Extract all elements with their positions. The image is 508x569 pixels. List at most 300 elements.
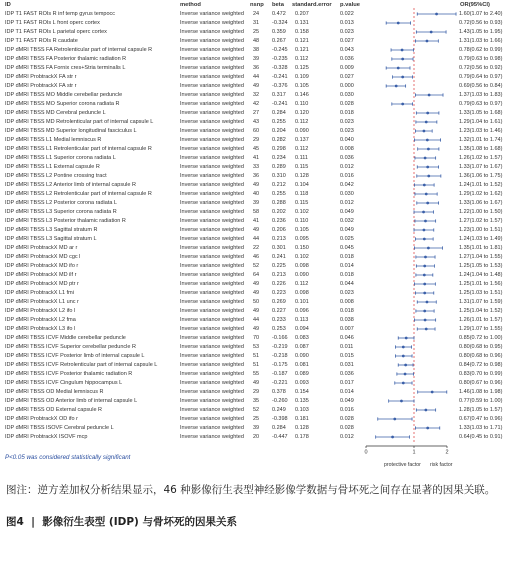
- point-estimate: [426, 166, 429, 169]
- row-or: 1.29(1.04 to 1.61): [459, 119, 503, 125]
- row-nsnp: 41: [253, 218, 260, 224]
- row-id: IDP dMRI TBSS FA Retrolenticular part of internal capsule R: [5, 47, 153, 53]
- row-or: 0.80(0.68 to 0.96): [459, 353, 503, 359]
- row-or: 1.46(1.08 to 1.98): [459, 389, 503, 395]
- row-or: 1.24(1.03 to 1.49): [459, 236, 503, 242]
- row-method: Inverse variance weighted: [180, 128, 244, 134]
- row-method: Inverse variance weighted: [180, 38, 244, 44]
- row-nsnp: 58: [253, 209, 260, 215]
- point-estimate: [425, 328, 428, 331]
- row-p: 0.027: [340, 74, 354, 80]
- row-beta: -0.398: [272, 416, 288, 422]
- row-p: 0.014: [340, 389, 354, 395]
- row-method: Inverse variance weighted: [180, 155, 244, 161]
- row-beta: 0.249: [272, 407, 286, 413]
- row-id: IDP dMRI TBSS L2 Retrolenticular part of internal capsule R: [5, 191, 152, 197]
- row-nsnp: 44: [253, 236, 260, 242]
- row-p: 0.028: [340, 416, 354, 422]
- row-or: 0.72(0.56 to 0.92): [459, 65, 503, 71]
- row-nsnp: 43: [253, 119, 260, 125]
- row-or: 1.37(1.03 to 1.83): [459, 92, 503, 98]
- row-beta: -0.241: [272, 101, 288, 107]
- row-id: IDP dMRI TBSS OD External capsule R: [5, 407, 102, 413]
- row-se: 0.115: [295, 200, 309, 206]
- row-se: 0.137: [295, 137, 309, 143]
- row-nsnp: 22: [253, 245, 260, 251]
- row-nsnp: 36: [253, 173, 260, 179]
- row-se: 0.102: [295, 254, 309, 260]
- row-beta: 0.234: [272, 155, 286, 161]
- row-id: IDP dMRI TBSS OD Anterior limb of internal capsule L: [5, 398, 138, 404]
- row-nsnp: 29: [253, 137, 260, 143]
- row-se: 0.089: [295, 371, 309, 377]
- row-p: 0.046: [340, 335, 354, 341]
- row-beta: 0.206: [272, 227, 286, 233]
- row-se: 0.112: [295, 56, 309, 62]
- row-p: 0.036: [340, 56, 354, 62]
- row-p: 0.013: [340, 20, 354, 26]
- point-estimate: [397, 67, 400, 70]
- row-id: IDP dMRI TBSS MD Superior longitudinal fasciculus L: [5, 128, 137, 134]
- row-nsnp: 49: [253, 308, 260, 314]
- row-method: Inverse variance weighted: [180, 236, 244, 242]
- row-p: 0.022: [340, 11, 354, 17]
- row-id: IDP dMRI TBSS L2 Anterior limb of internal capsule R: [5, 182, 136, 188]
- point-estimate: [404, 373, 407, 376]
- row-p: 0.014: [340, 263, 354, 269]
- row-nsnp: 33: [253, 164, 260, 170]
- row-nsnp: 45: [253, 146, 260, 152]
- row-p: 0.018: [340, 254, 354, 260]
- col-header-p: p.value: [340, 2, 360, 8]
- point-estimate: [427, 247, 430, 250]
- row-p: 0.016: [340, 407, 354, 413]
- point-estimate: [426, 202, 429, 205]
- row-beta: 0.282: [272, 137, 286, 143]
- row-id: IDP dMRI TBSS MD Cerebral peduncle L: [5, 110, 106, 116]
- row-beta: 0.212: [272, 182, 286, 188]
- row-nsnp: 46: [253, 254, 260, 260]
- row-p: 0.023: [340, 290, 354, 296]
- row-nsnp: 49: [253, 182, 260, 188]
- row-or: 1.22(1.00 to 1.50): [459, 209, 503, 215]
- row-se: 0.112: [295, 146, 309, 152]
- row-se: 0.207: [295, 11, 309, 17]
- row-id: IDP dMRI ProbtrackX OD ifo r: [5, 416, 78, 422]
- point-estimate: [435, 13, 438, 16]
- row-p: 0.049: [340, 398, 354, 404]
- row-beta: 0.359: [272, 29, 286, 35]
- row-nsnp: 44: [253, 317, 260, 323]
- row-nsnp: 38: [253, 47, 260, 53]
- row-method: Inverse variance weighted: [180, 326, 244, 332]
- row-or: 1.33(1.05 to 1.68): [459, 110, 503, 116]
- row-method: Inverse variance weighted: [180, 20, 244, 26]
- row-nsnp: 24: [253, 11, 260, 17]
- row-beta: -0.245: [272, 47, 288, 53]
- protective-factor-label: protective factor: [384, 462, 421, 468]
- row-or: 1.29(1.02 to 1.62): [459, 191, 503, 197]
- row-p: 0.017: [340, 380, 354, 386]
- row-or: 1.31(1.07 to 1.59): [459, 299, 503, 305]
- row-p: 0.008: [340, 146, 354, 152]
- row-nsnp: 41: [253, 155, 260, 161]
- point-estimate: [427, 175, 430, 178]
- row-beta: -0.187: [272, 371, 288, 377]
- x-tick-label: 0: [364, 449, 368, 456]
- row-or: 0.64(0.45 to 0.91): [459, 434, 503, 440]
- row-id: IDP dMRI TBSS L1 Medial lemniscus R: [5, 137, 102, 143]
- point-estimate: [422, 211, 425, 214]
- row-se: 0.096: [295, 308, 309, 314]
- row-se: 0.158: [295, 29, 309, 35]
- row-p: 0.000: [340, 83, 354, 89]
- row-method: Inverse variance weighted: [180, 29, 244, 35]
- col-header-se: standard.error: [292, 2, 332, 8]
- row-beta: 0.284: [272, 425, 286, 431]
- row-id: IDP dMRI TBSS FA Posterior thalamic radiation R: [5, 56, 127, 62]
- row-or: 1.27(1.02 to 1.57): [459, 218, 503, 224]
- row-method: Inverse variance weighted: [180, 191, 244, 197]
- point-estimate: [424, 220, 427, 223]
- row-beta: 0.288: [272, 200, 286, 206]
- row-method: Inverse variance weighted: [180, 335, 244, 341]
- row-or: 1.33(1.06 to 1.67): [459, 200, 503, 206]
- row-nsnp: 42: [253, 101, 260, 107]
- row-method: Inverse variance weighted: [180, 434, 244, 440]
- row-nsnp: 25: [253, 29, 260, 35]
- row-beta: 0.227: [272, 308, 286, 314]
- point-estimate: [395, 85, 398, 88]
- row-or: 1.31(1.03 to 1.66): [459, 38, 503, 44]
- row-nsnp: 40: [253, 191, 260, 197]
- row-nsnp: 52: [253, 407, 260, 413]
- row-p: 0.012: [340, 200, 354, 206]
- row-method: Inverse variance weighted: [180, 245, 244, 251]
- row-id: IDP T1 FAST ROIs L parietal operc cortex: [5, 29, 107, 35]
- row-p: 0.011: [340, 344, 354, 350]
- point-estimate: [424, 409, 427, 412]
- row-or: 1.25(1.03 to 1.51): [459, 290, 503, 296]
- row-id: IDP dMRI TBSS ICVF Middle cerebellar peduncle: [5, 335, 126, 341]
- row-beta: 0.213: [272, 272, 286, 278]
- row-nsnp: 20: [253, 434, 260, 440]
- row-method: Inverse variance weighted: [180, 182, 244, 188]
- row-nsnp: 39: [253, 425, 260, 431]
- point-estimate: [428, 94, 431, 97]
- row-p: 0.036: [340, 155, 354, 161]
- row-id: IDP dMRI TBSS L2 Pontine crossing tract: [5, 173, 107, 179]
- point-estimate: [397, 22, 400, 25]
- row-beta: 0.226: [272, 281, 286, 287]
- point-estimate: [425, 121, 428, 124]
- row-id: IDP T1 FAST ROIs R inf temp gyrus tempocc: [5, 11, 116, 17]
- row-p: 0.030: [340, 92, 354, 98]
- row-or: 0.83(0.70 to 0.99): [459, 371, 503, 377]
- row-id: IDP dMRI TBSS L1 External capsule R: [5, 164, 100, 170]
- row-id: IDP dMRI ProbtrackX MD ar r: [5, 245, 78, 251]
- row-or: 0.79(0.63 to 0.97): [459, 101, 503, 107]
- row-method: Inverse variance weighted: [180, 398, 244, 404]
- row-method: Inverse variance weighted: [180, 389, 244, 395]
- row-id: IDP dMRI TBSS FA Fornix cres+Stria terminalis L: [5, 65, 126, 71]
- row-beta: 0.213: [272, 236, 286, 242]
- row-p: 0.012: [340, 434, 354, 440]
- row-id: IDP dMRI ProbtrackX MD ptr r: [5, 281, 79, 287]
- row-method: Inverse variance weighted: [180, 353, 244, 359]
- row-se: 0.113: [295, 317, 309, 323]
- row-id: IDP dMRI TBSS ICVF Superior cerebellar peduncle R: [5, 344, 136, 350]
- col-header-or: OR(95%CI): [460, 2, 490, 8]
- row-method: Inverse variance weighted: [180, 344, 244, 350]
- row-nsnp: 49: [253, 380, 260, 386]
- row-method: Inverse variance weighted: [180, 200, 244, 206]
- row-id: IDP dMRI TBSS L1 Superior corona radiata L: [5, 155, 116, 161]
- row-se: 0.081: [295, 362, 309, 368]
- row-se: 0.098: [295, 263, 309, 269]
- point-estimate: [391, 436, 394, 439]
- row-id: IDP dMRI ProbtrackX MD ilf r: [5, 272, 77, 278]
- point-estimate: [423, 184, 426, 187]
- row-nsnp: 51: [253, 353, 260, 359]
- row-beta: 0.298: [272, 146, 286, 152]
- row-method: Inverse variance weighted: [180, 110, 244, 116]
- row-method: Inverse variance weighted: [180, 146, 244, 152]
- point-estimate: [401, 58, 404, 61]
- point-estimate: [404, 364, 407, 367]
- row-se: 0.120: [295, 110, 309, 116]
- row-se: 0.098: [295, 290, 309, 296]
- row-nsnp: 49: [253, 281, 260, 287]
- row-se: 0.087: [295, 344, 309, 350]
- row-method: Inverse variance weighted: [180, 83, 244, 89]
- row-nsnp: 44: [253, 74, 260, 80]
- row-p: 0.045: [340, 245, 354, 251]
- row-id: IDP dMRI TBSS L3 Posterior thalamic radiation R: [5, 218, 126, 224]
- row-or: 1.25(1.05 to 1.53): [459, 263, 503, 269]
- row-p: 0.016: [340, 173, 354, 179]
- point-estimate: [426, 139, 429, 142]
- row-se: 0.110: [295, 101, 309, 107]
- figure-number: 图4: [6, 516, 24, 528]
- row-beta: 0.233: [272, 317, 286, 323]
- row-p: 0.009: [340, 65, 354, 71]
- figure-title-text: 影像衍生表型 (IDP) 与骨坏死的因果关系: [42, 516, 238, 528]
- row-beta: -0.218: [272, 353, 288, 359]
- row-method: Inverse variance weighted: [180, 317, 244, 323]
- row-p: 0.018: [340, 272, 354, 278]
- figure-title: [6, 514, 237, 529]
- row-p: 0.018: [340, 308, 354, 314]
- row-nsnp: 52: [253, 263, 260, 269]
- row-method: Inverse variance weighted: [180, 209, 244, 215]
- point-estimate: [402, 346, 405, 349]
- point-estimate: [393, 418, 396, 421]
- row-id: IDP dMRI TBSS ICVF Posterior thalamic radiation R: [5, 371, 133, 377]
- row-id: IDP dMRI ProbtrackX FA str r: [5, 74, 77, 80]
- row-id: IDP dMRI TBSS MD Retrolenticular part of internal capsule L: [5, 119, 154, 125]
- row-beta: 0.378: [272, 389, 286, 395]
- row-nsnp: 29: [253, 389, 260, 395]
- col-header-id: ID: [5, 2, 11, 8]
- row-beta: -0.328: [272, 65, 288, 71]
- row-se: 0.121: [295, 47, 309, 53]
- row-beta: -0.175: [272, 362, 288, 368]
- row-nsnp: 49: [253, 83, 260, 89]
- point-estimate: [423, 310, 426, 313]
- row-id: IDP dMRI TBSS ICVF Posterior limb of internal capsule L: [5, 353, 145, 359]
- row-method: Inverse variance weighted: [180, 407, 244, 413]
- point-estimate: [401, 49, 404, 52]
- row-se: 0.115: [295, 164, 309, 170]
- point-estimate: [427, 148, 430, 151]
- row-p: 0.036: [340, 371, 354, 377]
- row-beta: 0.204: [272, 128, 286, 134]
- row-p: 0.023: [340, 29, 354, 35]
- point-estimate: [423, 238, 426, 241]
- row-beta: -0.241: [272, 74, 288, 80]
- row-beta: -0.235: [272, 56, 288, 62]
- row-beta: -0.376: [272, 83, 288, 89]
- row-beta: -0.260: [272, 398, 288, 404]
- row-se: 0.105: [295, 83, 309, 89]
- row-method: Inverse variance weighted: [180, 227, 244, 233]
- row-id: IDP dMRI ProbtrackX L1 fmi: [5, 290, 74, 296]
- row-method: Inverse variance weighted: [180, 101, 244, 107]
- row-or: 1.35(1.01 to 1.81): [459, 245, 503, 251]
- point-estimate: [423, 292, 426, 295]
- row-se: 0.112: [295, 119, 309, 125]
- row-method: Inverse variance weighted: [180, 299, 244, 305]
- row-method: Inverse variance weighted: [180, 11, 244, 17]
- row-beta: 0.301: [272, 245, 286, 251]
- row-p: 0.012: [340, 164, 354, 170]
- point-estimate: [424, 319, 427, 322]
- row-or: 1.35(1.08 to 1.68): [459, 146, 503, 152]
- row-id: IDP dMRI TBSS ISOVF Cerebral peduncle L: [5, 425, 114, 431]
- row-p: 0.030: [340, 191, 354, 197]
- row-method: Inverse variance weighted: [180, 65, 244, 71]
- row-or: 1.43(1.05 to 1.95): [459, 29, 503, 35]
- row-or: 1.23(1.00 to 1.51): [459, 227, 503, 233]
- row-p: 0.043: [340, 47, 354, 53]
- row-beta: 0.472: [272, 11, 286, 17]
- row-id: IDP T1 FAST ROIs R caudate: [5, 38, 78, 44]
- row-beta: 0.284: [272, 110, 286, 116]
- row-p: 0.042: [340, 182, 354, 188]
- point-estimate: [423, 265, 426, 268]
- row-method: Inverse variance weighted: [180, 308, 244, 314]
- row-beta: 0.223: [272, 290, 286, 296]
- row-nsnp: 49: [253, 290, 260, 296]
- row-se: 0.128: [295, 173, 309, 179]
- row-method: Inverse variance weighted: [180, 254, 244, 260]
- row-p: 0.044: [340, 281, 354, 287]
- row-or: 0.67(0.47 to 0.96): [459, 416, 503, 422]
- row-method: Inverse variance weighted: [180, 56, 244, 62]
- row-p: 0.007: [340, 326, 354, 332]
- significance-note: P<0.05 was considered statistically significant: [5, 454, 131, 461]
- x-tick-label: 2: [445, 449, 449, 456]
- row-p: 0.023: [340, 119, 354, 125]
- row-p: 0.018: [340, 110, 354, 116]
- row-se: 0.150: [295, 245, 309, 251]
- row-beta: -0.219: [272, 344, 288, 350]
- row-id: IDP dMRI TBSS MO Middle cerebellar peduncle: [5, 92, 123, 98]
- row-id: IDP dMRI ProbtrackX L1 unc r: [5, 299, 79, 305]
- row-or: 0.77(0.59 to 1.00): [459, 398, 503, 404]
- row-beta: 0.255: [272, 119, 286, 125]
- row-se: 0.146: [295, 92, 309, 98]
- row-beta: 0.225: [272, 263, 286, 269]
- row-p: 0.025: [340, 236, 354, 242]
- point-estimate: [423, 283, 426, 286]
- row-p: 0.015: [340, 353, 354, 359]
- row-beta: 0.269: [272, 299, 286, 305]
- row-beta: -0.166: [272, 335, 288, 341]
- row-id: IDP dMRI TBSS L3 Superior corona radiata R: [5, 209, 117, 215]
- row-or: 0.84(0.72 to 0.98): [459, 362, 503, 368]
- row-nsnp: 27: [253, 110, 260, 116]
- row-id: IDP T1 FAST ROIs L front operc cortex: [5, 20, 100, 26]
- row-id: IDP dMRI TBSS MO Superior corona radiata R: [5, 101, 120, 107]
- row-se: 0.090: [295, 353, 309, 359]
- row-se: 0.125: [295, 65, 309, 71]
- row-method: Inverse variance weighted: [180, 137, 244, 143]
- row-id: IDP dMRI TBSS L2 Posterior corona radiata L: [5, 200, 117, 206]
- point-estimate: [424, 256, 427, 259]
- row-or: 1.33(1.07 to 1.67): [459, 164, 503, 170]
- row-se: 0.178: [295, 434, 309, 440]
- row-or: 0.72(0.56 to 0.93): [459, 20, 503, 26]
- row-or: 0.79(0.63 to 0.98): [459, 56, 503, 62]
- row-method: Inverse variance weighted: [180, 380, 244, 386]
- row-beta: 0.317: [272, 92, 286, 98]
- row-id: IDP dMRI ProbtrackX MD ifo r: [5, 263, 79, 269]
- point-estimate: [425, 193, 428, 196]
- row-nsnp: 55: [253, 371, 260, 377]
- row-nsnp: 70: [253, 335, 260, 341]
- row-method: Inverse variance weighted: [180, 416, 244, 422]
- row-nsnp: 25: [253, 416, 260, 422]
- risk-factor-label: risk factor: [430, 462, 453, 468]
- row-or: 0.85(0.72 to 1.00): [459, 335, 503, 341]
- figure-caption: 图注：逆方差加权分析结果显示，46 种影像衍生表型神经影像学数据与骨坏死之间存在显著的因果关联。: [6, 484, 496, 496]
- row-or: 1.23(1.03 to 1.46): [459, 128, 503, 134]
- row-or: 1.27(1.04 to 1.55): [459, 254, 503, 260]
- row-p: 0.049: [340, 227, 354, 233]
- row-nsnp: 39: [253, 200, 260, 206]
- row-beta: -0.447: [272, 434, 288, 440]
- row-nsnp: 32: [253, 92, 260, 98]
- row-method: Inverse variance weighted: [180, 47, 244, 53]
- row-p: 0.031: [340, 362, 354, 368]
- point-estimate: [400, 400, 403, 403]
- row-p: 0.028: [340, 101, 354, 107]
- row-beta: 0.236: [272, 218, 286, 224]
- row-se: 0.112: [295, 281, 309, 287]
- point-estimate: [423, 130, 426, 133]
- row-or: 1.26(1.01 to 1.57): [459, 317, 503, 323]
- point-estimate: [401, 103, 404, 106]
- row-p: 0.040: [340, 137, 354, 143]
- row-beta: 0.267: [272, 38, 286, 44]
- row-nsnp: 53: [253, 344, 260, 350]
- row-p: 0.027: [340, 38, 354, 44]
- row-id: IDP dMRI TBSS ICVF Retrolenticular part of internal capsule L: [5, 362, 158, 368]
- row-nsnp: 60: [253, 128, 260, 134]
- x-tick-label: 1: [412, 449, 416, 456]
